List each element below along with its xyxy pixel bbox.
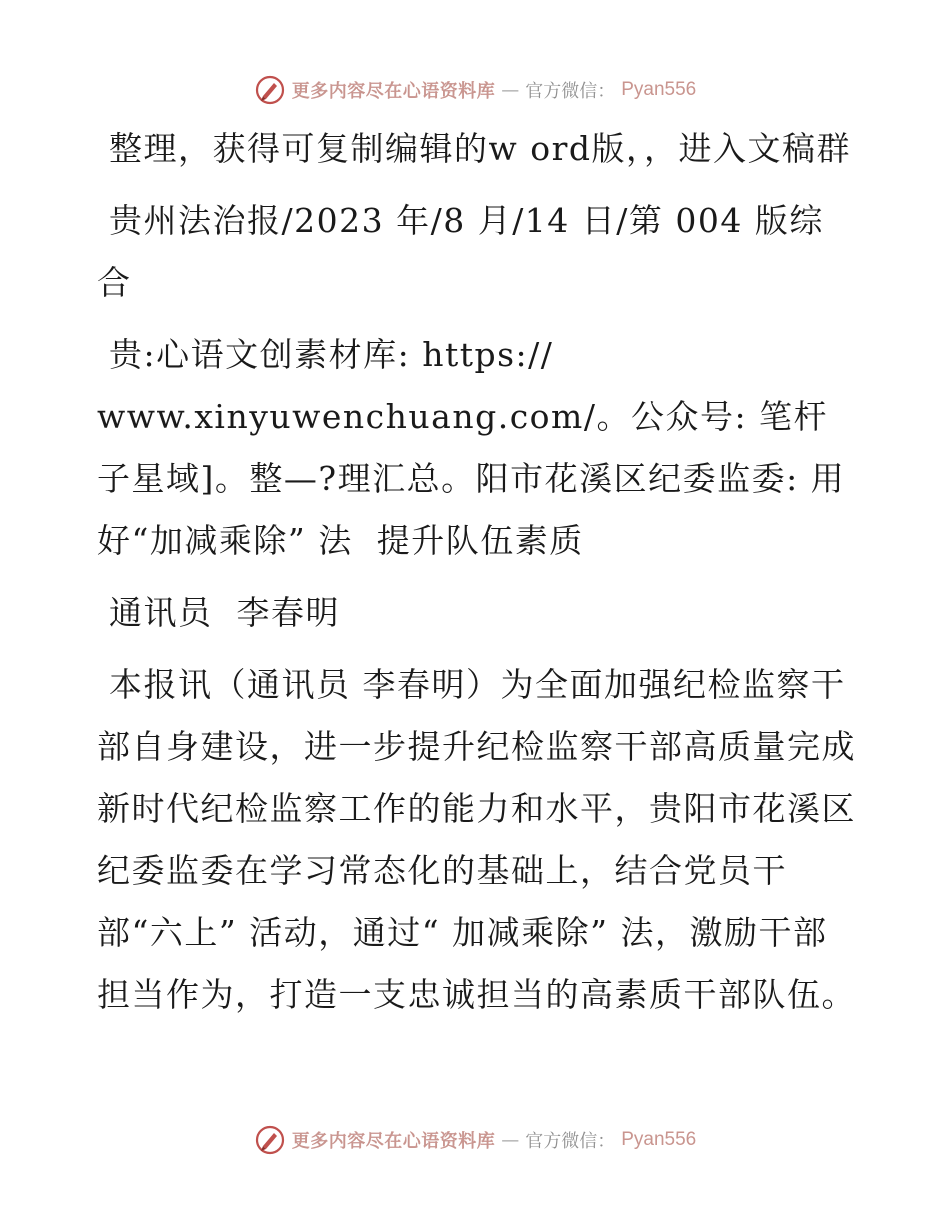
footer-official-label: 官方微信： [525, 1131, 616, 1152]
pen-circle-logo-icon [254, 74, 286, 106]
site-url-and-title: www.xinyuwenchuang.com/。公众号: 笔杆子星域]。整—?理汇总。阳市花溪区纪委监委: 用好“加减乘除” 法 提升队伍素质 [97, 397, 846, 560]
banner-site-text: 更多内容尽在心语资料库 [291, 81, 496, 102]
site-line: 贵:心语文创素材库: https:// [109, 335, 554, 374]
pen-circle-logo-icon [254, 1124, 286, 1156]
banner-separator: — [501, 79, 520, 101]
byline: 通讯员 李春明 [109, 593, 340, 632]
footer-separator: — [501, 1129, 520, 1151]
intro-paragraph: 整理，获得可复制编辑的w ord版，，进入文稿群 [109, 129, 852, 168]
footer-wechat-id: Pyan556 [621, 1129, 697, 1150]
header-banner [0, 70, 950, 110]
banner-wechat-id: Pyan556 [621, 79, 697, 100]
document-body [97, 118, 857, 1036]
source-line: 贵州法治报/2023 年/8 月/14 日/第 004 版综合 [97, 201, 824, 302]
footer-site-text: 更多内容尽在心语资料库 [291, 1131, 496, 1152]
banner-official-label: 官方微信： [525, 81, 616, 102]
footer-banner [0, 1120, 950, 1160]
body-paragraph: 本报讯（通讯员 李春明）为全面加强纪检监察干部自身建设，进一步提升纪检监察干部高质量完成新时代纪检监察工作的能力和水平，贵阳市花溪区纪委监委在学习常态化的基础上，结合党员干部“六上” 活动，通过“ 加减乘除” 法，激励干部担当作为，打造一支忠诚担当的高素质干部队伍。 [97, 665, 856, 1014]
